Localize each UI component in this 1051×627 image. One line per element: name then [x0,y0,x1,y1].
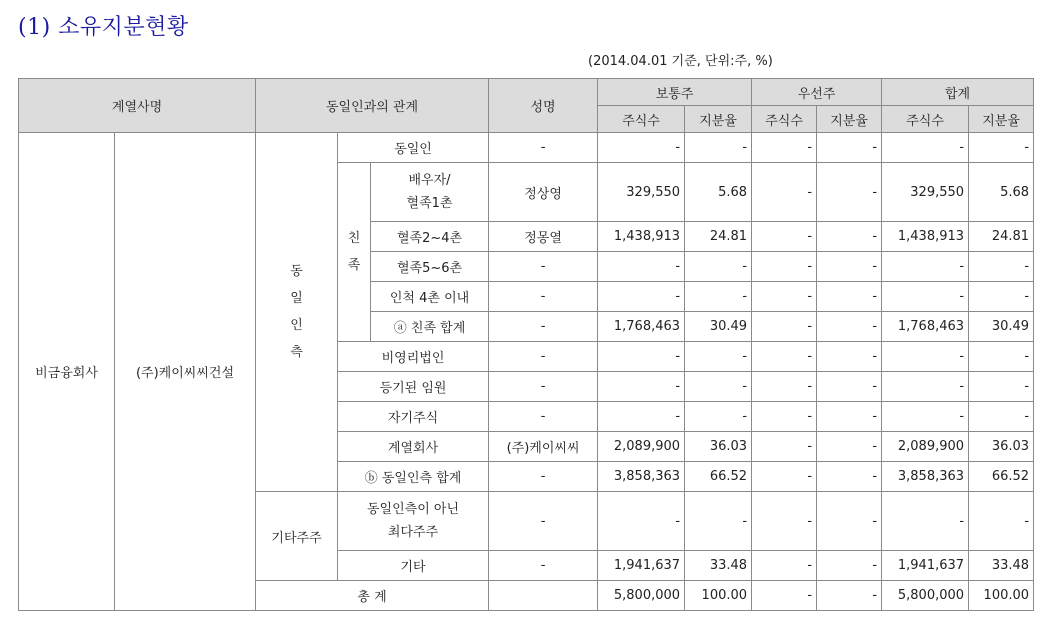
preferred-ratio: - [817,222,882,252]
row-name: - [489,252,598,282]
preferred-shares: - [752,282,817,312]
common-shares: 329,550 [598,163,685,222]
multiline-label: 동일인측이 아닌 최다주주 [367,502,460,540]
row-name [489,581,598,611]
total-shares: - [882,402,969,432]
unit-note: (2014.04.01 기준, 단위:주, %) [588,54,773,69]
row-name: - [489,342,598,372]
company-name-cell: (주)케이씨씨건설 [115,133,256,611]
section-title: (1) 소유지분현황 [18,15,189,40]
multiline-label: 친 족 [347,231,361,273]
common-shares: 1,768,463 [598,312,685,342]
total-ratio: - [969,282,1034,312]
common-shares: 1,941,637 [598,551,685,581]
preferred-shares: - [752,252,817,282]
total-ratio: 66.52 [969,462,1034,492]
common-shares: 3,858,363 [598,462,685,492]
total-ratio: 100.00 [969,581,1034,611]
total-shares: - [882,252,969,282]
row-label: 기타 [338,551,489,581]
row-label: 인척 4촌 이내 [371,282,489,312]
total-shares: - [882,342,969,372]
ownership-table [18,78,1034,611]
total-ratio: 24.81 [969,222,1034,252]
row-name: - [489,372,598,402]
row-name: - [489,462,598,492]
common-ratio: 24.81 [685,222,752,252]
common-shares: 5,800,000 [598,581,685,611]
row-label [371,163,489,222]
total-shares: - [882,492,969,551]
group-other-shareholders: 기타주주 [256,492,338,581]
total-shares: 1,941,637 [882,551,969,581]
header-relation: 동일인과의 관계 [256,79,489,133]
preferred-shares: - [752,133,817,163]
total-shares: 1,768,463 [882,312,969,342]
multiline-label: 배우자/ 혈족1촌 [406,173,453,211]
row-label: 혈족2~4촌 [371,222,489,252]
preferred-shares: - [752,551,817,581]
multiline-label: 동 일 인 측 [290,264,303,360]
row-name: - [489,133,598,163]
table-row [19,133,1034,163]
common-shares: 1,438,913 [598,222,685,252]
common-shares: - [598,402,685,432]
common-ratio: - [685,492,752,551]
header-total-ratio: 지분율 [969,106,1034,133]
preferred-ratio: - [817,372,882,402]
row-label: 총 계 [256,581,489,611]
header-common-shares: 주식수 [598,106,685,133]
total-shares: 329,550 [882,163,969,222]
header-preferred: 우선주 [752,79,882,106]
row-label: 자기주식 [338,402,489,432]
row-name: - [489,492,598,551]
preferred-shares: - [752,581,817,611]
header-total: 합계 [882,79,1034,106]
preferred-shares: - [752,372,817,402]
preferred-ratio: - [817,342,882,372]
preferred-ratio: - [817,492,882,551]
total-ratio: - [969,133,1034,163]
common-ratio: 66.52 [685,462,752,492]
row-name: - [489,312,598,342]
common-ratio: - [685,133,752,163]
preferred-ratio: - [817,133,882,163]
total-shares: 3,858,363 [882,462,969,492]
preferred-shares: - [752,163,817,222]
total-ratio: - [969,342,1034,372]
header-total-shares: 주식수 [882,106,969,133]
header-name: 성명 [489,79,598,133]
common-shares: - [598,282,685,312]
company-type-cell: 비금융회사 [19,133,115,611]
preferred-shares: - [752,342,817,372]
row-label: 등기된 임원 [338,372,489,402]
row-name: - [489,282,598,312]
header-common-ratio: 지분율 [685,106,752,133]
total-shares: - [882,133,969,163]
preferred-ratio: - [817,581,882,611]
row-label: ⓑ 동일인측 합계 [338,462,489,492]
total-shares: 1,438,913 [882,222,969,252]
group-same-person [256,133,338,492]
preferred-shares: - [752,402,817,432]
total-ratio: - [969,402,1034,432]
total-ratio: 5.68 [969,163,1034,222]
total-shares: 2,089,900 [882,432,969,462]
row-name: (주)케이씨씨 [489,432,598,462]
header-preferred-ratio: 지분율 [817,106,882,133]
group-kin [338,163,371,342]
preferred-ratio: - [817,163,882,222]
common-shares: 2,089,900 [598,432,685,462]
header-preferred-shares: 주식수 [752,106,817,133]
common-shares: - [598,372,685,402]
row-label: 계열회사 [338,432,489,462]
preferred-shares: - [752,222,817,252]
row-label: ⓐ 친족 합계 [371,312,489,342]
preferred-ratio: - [817,282,882,312]
preferred-shares: - [752,312,817,342]
common-shares: - [598,342,685,372]
total-shares: - [882,282,969,312]
header-company: 계열사명 [19,79,256,133]
preferred-shares: - [752,462,817,492]
common-ratio: - [685,282,752,312]
header-common: 보통주 [598,79,752,106]
preferred-shares: - [752,432,817,462]
row-name: 정몽열 [489,222,598,252]
total-ratio: - [969,372,1034,402]
common-ratio: 30.49 [685,312,752,342]
total-ratio: 36.03 [969,432,1034,462]
preferred-ratio: - [817,462,882,492]
row-name: - [489,402,598,432]
common-ratio: - [685,402,752,432]
row-label: 비영리법인 [338,342,489,372]
common-shares: - [598,492,685,551]
preferred-ratio: - [817,551,882,581]
preferred-ratio: - [817,432,882,462]
preferred-shares: - [752,492,817,551]
total-ratio: - [969,492,1034,551]
row-label [338,492,489,551]
preferred-ratio: - [817,312,882,342]
common-shares: - [598,133,685,163]
common-ratio: 100.00 [685,581,752,611]
common-ratio: 36.03 [685,432,752,462]
common-ratio: 5.68 [685,163,752,222]
row-label: 동일인 [338,133,489,163]
common-ratio: - [685,252,752,282]
total-shares: 5,800,000 [882,581,969,611]
common-ratio: 33.48 [685,551,752,581]
common-ratio: - [685,372,752,402]
row-name: - [489,551,598,581]
row-label: 혈족5~6촌 [371,252,489,282]
preferred-ratio: - [817,402,882,432]
preferred-ratio: - [817,252,882,282]
total-ratio: 30.49 [969,312,1034,342]
common-ratio: - [685,342,752,372]
total-ratio: - [969,252,1034,282]
common-shares: - [598,252,685,282]
row-name: 정상영 [489,163,598,222]
total-ratio: 33.48 [969,551,1034,581]
total-shares: - [882,372,969,402]
